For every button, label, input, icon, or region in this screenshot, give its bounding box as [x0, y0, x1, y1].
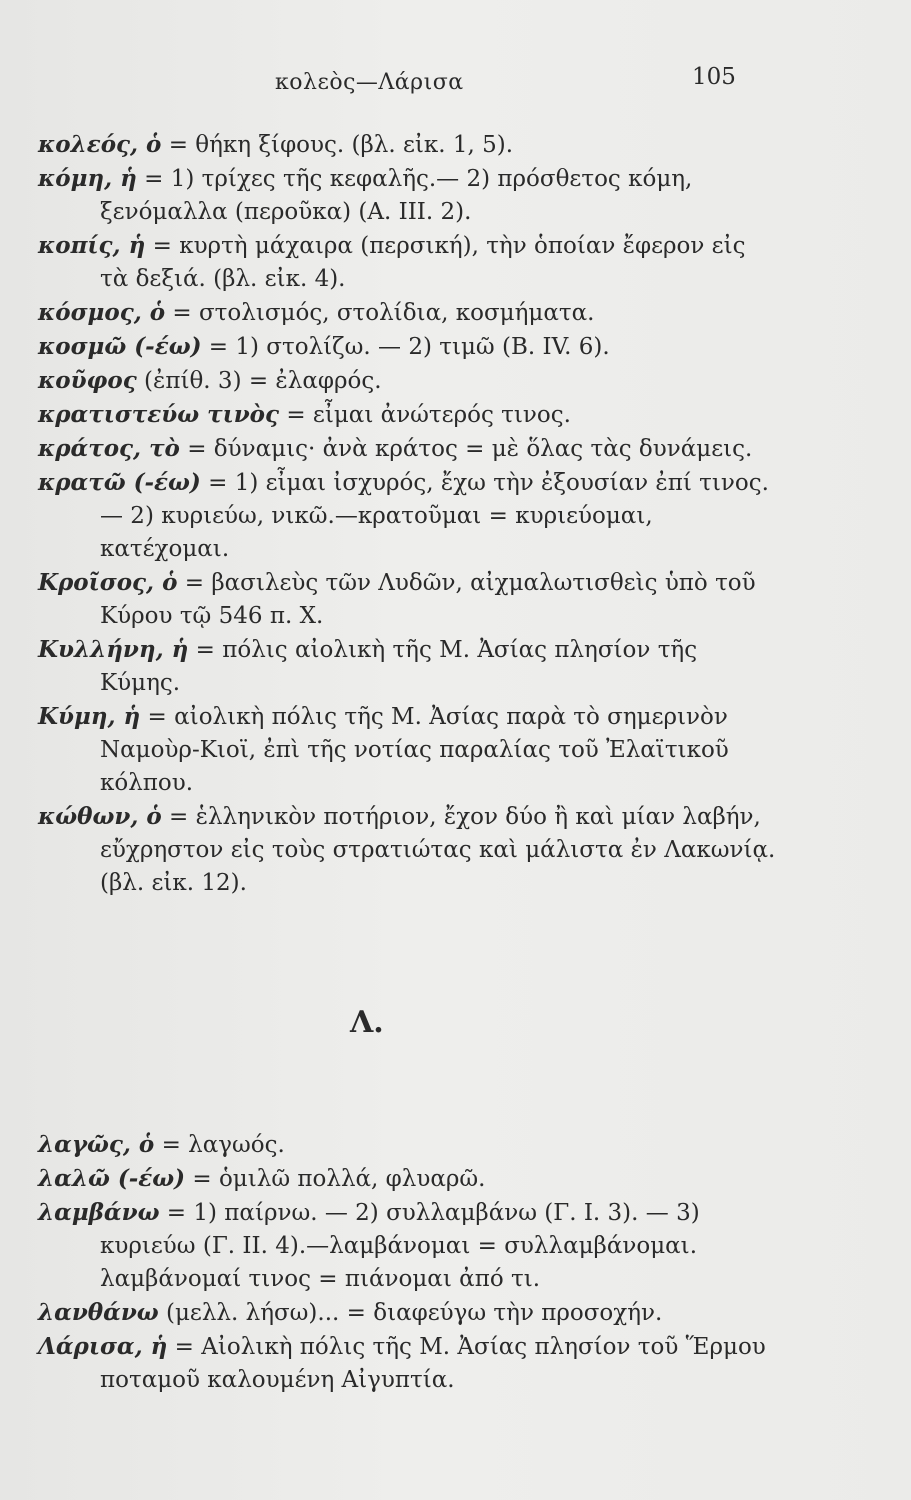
entry-definition: (ἐπίθ. 3) = ἐλαφρός. [136, 368, 382, 394]
entry-headword: Λάρισα, ἡ [38, 1333, 168, 1360]
dictionary-entry [38, 330, 778, 364]
entry-headword: Κύμη, ἡ [38, 703, 141, 730]
dictionary-entry [38, 162, 778, 229]
entry-definition: = 1) παίρνω. — 2) συλλαμβάνω (Γ. Ι. 3). — 3) κυριεύω (Γ. ΙΙ. 4).—λαμβάνομαι = συλλαμβάνομαι. λαμβάνομαί τινος = πιάνομαι ἀπό τι. [100, 1200, 700, 1292]
entry-definition: = πόλις αἰολικὴ τῆς Μ. Ἀσίας πλησίον τῆς Κύμης. [100, 637, 698, 696]
entry-definition: = αἰολικὴ πόλις τῆς Μ. Ἀσίας παρὰ τὸ σημερινὸν Ναμοὺρ-Κιοϊ, ἐπὶ τῆς νοτίας παραλίας τοῦ Ἐλαϊτικοῦ κόλπου. [100, 704, 729, 796]
dictionary-entry [38, 466, 778, 566]
entry-definition: (μελλ. λήσω)... = διαφεύγω τὴν προσοχήν. [158, 1300, 663, 1326]
entry-headword: κολεός, ὁ [38, 131, 162, 158]
entry-headword: λαμβάνω [38, 1199, 160, 1226]
dictionary-entry [38, 700, 778, 800]
section-letter: Λ. [350, 1005, 384, 1040]
page-number: 105 [692, 64, 736, 90]
entry-definition: = ἑλληνικὸν ποτήριον, ἔχον δύο ἢ καὶ μίαν λαβήν, εὔχρηστον εἰς τοὺς στρατιώτας καὶ μάλιστα ἐν Λακωνίᾳ. (βλ. εἰκ. 12). [100, 804, 776, 896]
entry-definition: = βασιλεὺς τῶν Λυδῶν, αἰχμαλωτισθεὶς ὑπὸ τοῦ Κύρου τῷ 546 π. Χ. [100, 570, 756, 629]
dictionary-entry [38, 1330, 778, 1397]
dictionary-entry [38, 566, 778, 633]
dictionary-entry [38, 398, 778, 432]
entry-definition: = θήκη ξίφους. (βλ. εἰκ. 1, 5). [161, 132, 514, 158]
entry-definition: = λαγωός. [154, 1132, 285, 1158]
entry-headword: κόσμος, ὁ [38, 299, 166, 326]
dictionary-entry [38, 633, 778, 700]
entry-definition: = στολισμός, στολίδια, κοσμήματα. [165, 300, 595, 326]
entry-headword: κώθων, ὁ [38, 803, 162, 830]
entries-k-section [38, 128, 778, 900]
entry-headword: λανθάνω [38, 1299, 159, 1326]
dictionary-entry [38, 1128, 778, 1162]
entry-definition: = 1) στολίζω. — 2) τιμῶ (Β. IV. 6). [201, 334, 610, 360]
page-header [0, 62, 911, 102]
entries-l-section [38, 1128, 778, 1397]
entry-headword: Κυλλήνη, ἡ [38, 636, 189, 663]
entry-definition: = 1) εἶμαι ἰσχυρός, ἔχω τὴν ἐξουσίαν ἐπί τινος. — 2) κυριεύω, νικῶ.—κρατοῦμαι = κυριεύομαι, κατέχομαι. [100, 470, 769, 562]
entry-definition: = Αἰολικὴ πόλις τῆς Μ. Ἀσίας πλησίον τοῦ Ἕρμου ποταμοῦ καλουμένη Αἰγυπτία. [100, 1334, 766, 1393]
entry-definition: = εἶμαι ἀνώτερός τινος. [279, 402, 571, 428]
entry-definition: = ὁμιλῶ πολλά, φλυαρῶ. [185, 1166, 486, 1192]
entry-headword: κοσμῶ (-έω) [38, 333, 202, 360]
dictionary-entry [38, 800, 778, 900]
entry-definition: = 1) τρίχες τῆς κεφαλῆς.— 2) πρόσθετος κόμη, ξενόμαλλα (περοῦκα) (Α. ΙΙΙ. 2). [100, 166, 693, 225]
entry-headword: κόμη, ἡ [38, 165, 137, 192]
entry-headword: κοπίς, ἡ [38, 232, 146, 259]
dictionary-entry [38, 128, 778, 162]
dictionary-entry [38, 229, 778, 296]
entry-headword: λαγῶς, ὁ [38, 1131, 155, 1158]
dictionary-entry [38, 1196, 778, 1296]
running-head: κολεὸς—Λάρισα [275, 70, 464, 95]
entry-headword: κράτος, τὸ [38, 435, 180, 462]
entry-definition: = κυρτὴ μάχαιρα (περσική), τὴν ὁποίαν ἔφερον εἰς τὰ δεξιά. (βλ. εἰκ. 4). [100, 233, 746, 292]
entry-headword: κρατῶ (-έω) [38, 469, 201, 496]
dictionary-entry [38, 432, 778, 466]
entry-definition: = δύναμις· ἀνὰ κράτος = μὲ ὅλας τὰς δυνάμεις. [179, 436, 753, 462]
dictionary-entry [38, 364, 778, 398]
dictionary-entry [38, 296, 778, 330]
entry-headword: κρατιστεύω τινὸς [38, 401, 280, 428]
dictionary-entry [38, 1162, 778, 1196]
entry-headword: κοῦφος [38, 367, 137, 394]
entry-headword: λαλῶ (-έω) [38, 1165, 186, 1192]
dictionary-entry [38, 1296, 778, 1330]
entry-headword: Κροῖσος, ὁ [38, 569, 178, 596]
